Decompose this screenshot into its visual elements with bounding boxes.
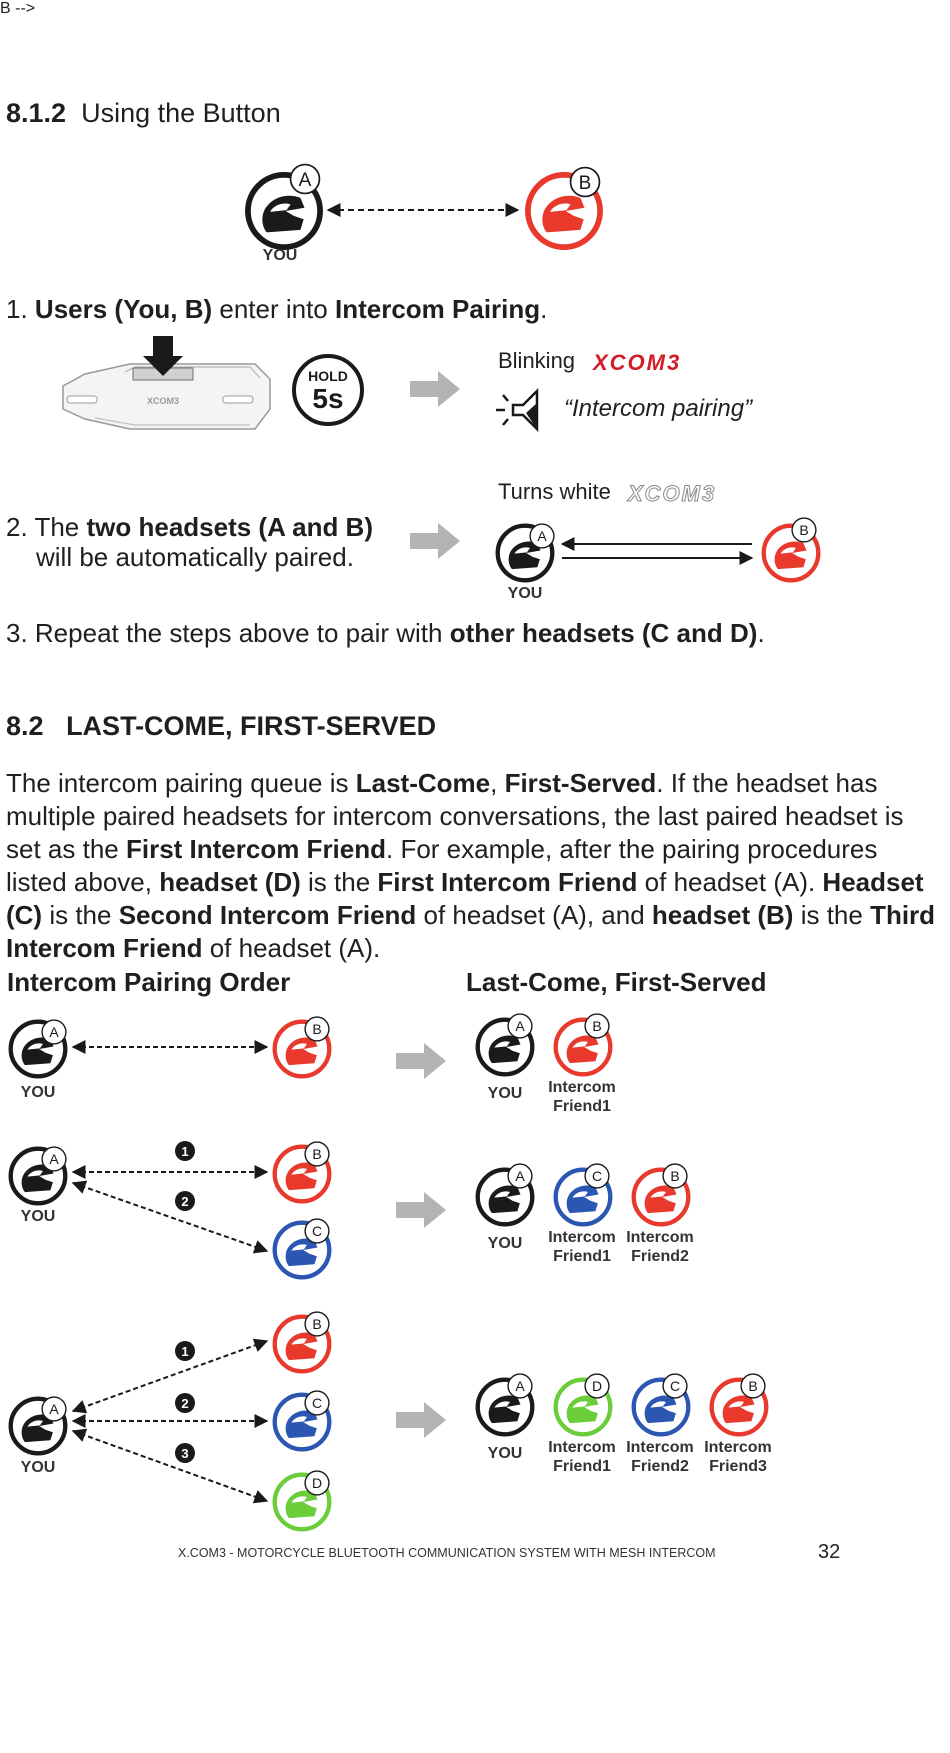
order-row-3 [5,1305,345,1537]
badge-c-letter: C [311,1395,323,1411]
you-label: YOU [262,247,298,264]
blinking-line [498,348,575,374]
badge-a-letter: A [298,170,312,191]
step-1-bold-users: Users (You, B) [34,294,213,324]
section-number: 8.1.2 [6,98,67,128]
voice-prompt-text: “Intercom pairing” [564,395,753,422]
section-title: Using the Button [81,98,281,128]
step-2-number: 2. [6,512,28,542]
you-label: YOU [487,1235,523,1252]
badge-c-letter: C [591,1168,603,1184]
step-2-bold: two headsets (A and B) [86,512,373,542]
badge-b-letter: B [799,522,809,538]
step-3 [6,617,765,650]
lcfs-paragraph: The intercom pairing queue is Last-Come, First-Served. If the headset has multiple paired headsets for intercom conversations, the last paired headset is set as the First Intercom Friend. For example, after the pairing procedures listed above, headset (D) is the First Intercom Friend of headset (A). Headset (C) is the Second Intercom Friend of headset (A), and headset (B) is the Third Intercom Friend of headset (A). [6,768,936,963]
badge-a-letter: A [515,1378,525,1394]
step-2 [6,511,373,544]
you-label: YOU [487,1445,523,1462]
step-3-text: 3. Repeat the steps above to pair with [6,618,450,648]
badge-b-letter: B [670,1168,680,1184]
step-2-line2: will be automatically paired. [36,542,354,572]
section-812-heading [6,98,281,129]
badge-b-letter: B [748,1378,758,1394]
page-number: 32 [818,1541,841,1563]
friend1-label: Intercom Friend1 [548,1229,616,1265]
step-1-end: . [540,294,548,324]
result-row-3 [472,1370,782,1440]
badge-b-letter: B [312,1021,322,1037]
badge-b-letter: B [592,1018,602,1034]
top-pairing-diagram [240,160,620,270]
badge-a-letter: A [537,528,547,544]
order-row-1 [5,1010,345,1105]
badge-a-letter: A [515,1168,525,1184]
step-2-text: The [34,512,87,542]
badge-d-letter: D [591,1378,603,1394]
step-1-bold-intercom-pairing: Intercom Pairing [335,294,541,324]
friend2-label: Intercom Friend2 [626,1439,694,1475]
step-1-number: 1. [6,294,28,324]
friend1-label: Intercom Friend1 [548,1079,616,1115]
friend2-label: Intercom Friend2 [626,1229,694,1265]
hold-word: HOLD [308,368,348,384]
svg-text:1: 1 [181,1344,189,1359]
device-slot-right [223,396,253,403]
section-82-heading [6,711,436,742]
friend1-label: Intercom Friend1 [548,1439,616,1475]
dashed-pairing-arrow [73,1341,267,1411]
friend3-label: Intercom Friend3 [704,1439,772,1475]
section-title: LAST-COME, FIRST-SERVED [66,711,437,741]
step-3-end: . [757,618,765,648]
gray-arrow-icon [396,1041,448,1081]
gray-arrow-icon [396,1190,448,1230]
svg-text:3: 3 [181,1446,189,1461]
you-label: YOU [20,1459,56,1476]
badge-a-letter: A [49,1151,59,1167]
badge-d-letter: D [311,1475,323,1491]
col-left-title: Intercom Pairing Order [7,967,291,997]
gray-arrow-icon [410,521,462,561]
you-label: YOU [507,585,543,602]
result-row-1 [472,1010,622,1080]
badge-b-letter: B [312,1146,322,1162]
dashed-pairing-arrow [73,1431,267,1501]
badge-b-letter: B [312,1316,322,1332]
order-row-2 [5,1135,345,1285]
dashed-pairing-arrow [73,1183,267,1251]
svg-text:2: 2 [181,1396,189,1411]
device-logo: XCOM3 [146,396,180,406]
device-slot-left [67,396,97,403]
xcom3-white-logo: XCOM3 [628,481,717,506]
step-2-paired-diagram [492,512,822,604]
step-1 [6,293,547,326]
col-right-title: Last-Come, First-Served [466,967,767,997]
badge-c-letter: C [311,1223,323,1239]
badge-c-letter: C [669,1378,681,1394]
you-label: YOU [20,1208,56,1225]
hold-time: 5s [312,383,344,414]
xcom3-red-logo: XCOM3 [593,350,682,375]
svg-text:2: 2 [181,1194,189,1209]
device-illustration [55,334,285,444]
gray-arrow-icon [410,369,462,409]
footer-text: X.COM3 - MOTORCYCLE BLUETOOTH COMMUNICATION SYSTEM WITH MESH INTERCOM [178,1546,716,1560]
badge-a-letter: A [49,1401,59,1417]
result-row-2 [472,1160,702,1230]
you-label: YOU [20,1084,56,1101]
you-label: YOU [487,1085,523,1102]
section-number: 8.2 [6,711,44,741]
badge-a-letter: A [515,1018,525,1034]
svg-text:1: 1 [181,1144,189,1159]
gray-arrow-icon [396,1400,448,1440]
step-1-text: enter into [212,294,335,324]
blinking-label: Blinking [498,348,576,373]
turns-white-label: Turns white [498,479,611,504]
badge-a-letter: A [49,1024,59,1040]
badge-b-letter: B [578,173,592,194]
hold-5s-icon [290,352,370,432]
speaker-icon [493,387,553,433]
step-3-bold: other headsets (C and D) [449,618,758,648]
